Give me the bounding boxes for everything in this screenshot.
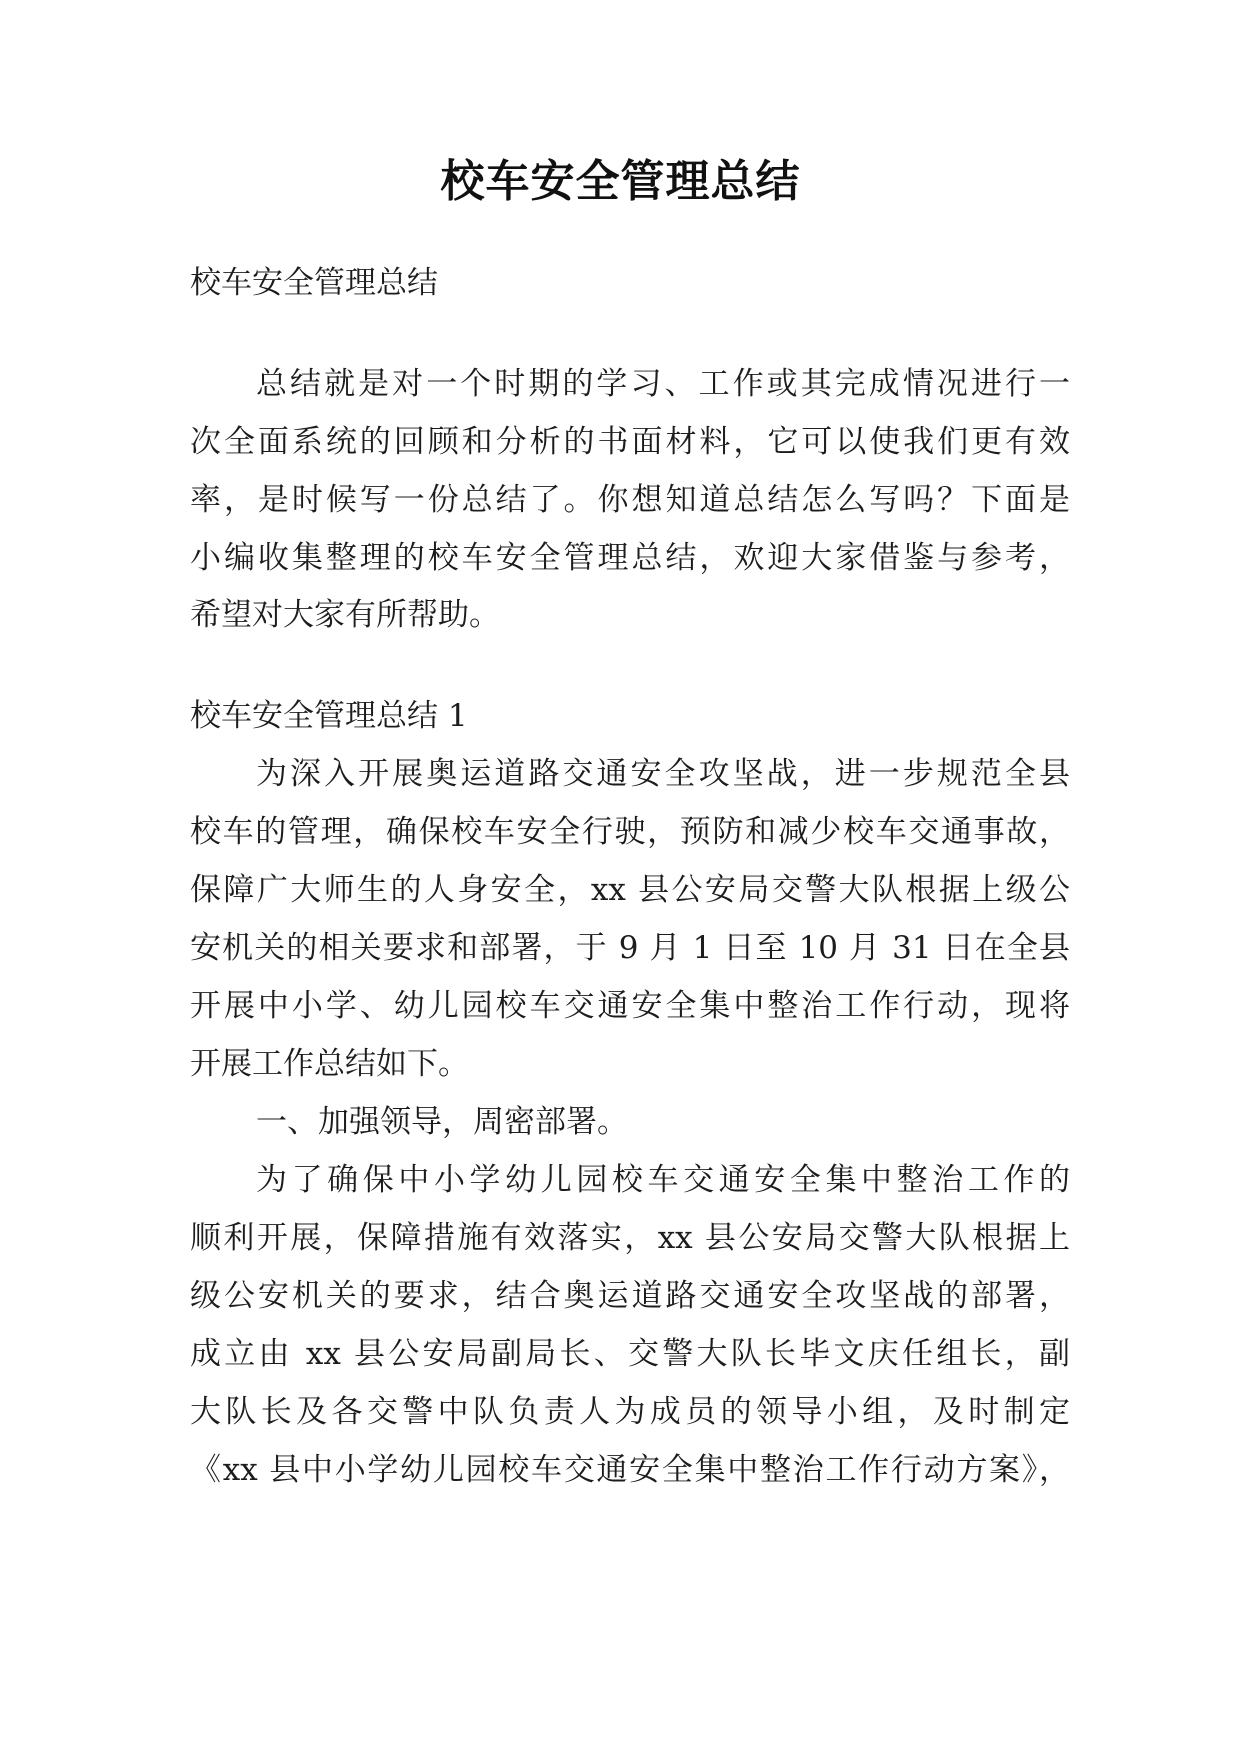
section-heading: 校车安全管理总结 1 xyxy=(190,698,468,734)
section-line: 为深入开展奥运道路交通安全攻坚战，进一步规范全县 xyxy=(256,756,1070,792)
section-line: 为了确保中小学幼儿园校车交通安全集中整治工作的 xyxy=(256,1162,1070,1198)
intro-line: 次全面系统的回顾和分析的书面材料，它可以使我们更有效 xyxy=(190,424,1070,460)
section-line: 成立由 xx 县公安局副局长、交警大队长毕文庆任组长，副 xyxy=(190,1336,1070,1372)
document-subtitle: 校车安全管理总结 xyxy=(190,265,438,301)
section-line: 开展工作总结如下。 xyxy=(190,1046,469,1082)
point-heading: 一、加强领导，周密部署。 xyxy=(256,1104,628,1140)
section-line: 开展中小学、幼儿园校车交通安全集中整治工作行动，现将 xyxy=(190,988,1070,1024)
document-title: 校车安全管理总结 xyxy=(440,156,801,207)
section-line: 级公安机关的要求，结合奥运道路交通安全攻坚战的部署， xyxy=(190,1278,1070,1314)
intro-line: 希望对大家有所帮助。 xyxy=(190,597,500,633)
section-line: 校车的管理，确保校车安全行驶，预防和减少校车交通事故， xyxy=(190,814,1070,850)
section-line: 顺利开展，保障措施有效落实，xx 县公安局交警大队根据上 xyxy=(190,1220,1070,1256)
section-line: 《xx 县中小学幼儿园校车交通安全集中整治工作行动方案》， xyxy=(190,1452,1070,1488)
section-line: 大队长及各交警中队负责人为成员的领导小组，及时制定 xyxy=(190,1394,1070,1430)
intro-line: 小编收集整理的校车安全管理总结，欢迎大家借鉴与参考， xyxy=(190,540,1070,576)
intro-line: 总结就是对一个时期的学习、工作或其完成情况进行一 xyxy=(256,366,1070,402)
intro-line: 率，是时候写一份总结了。你想知道总结怎么写吗？下面是 xyxy=(190,482,1070,518)
section-line: 安机关的相关要求和部署，于 9 月 1 日至 10 月 31 日在全县 xyxy=(190,930,1070,966)
section-line: 保障广大师生的人身安全，xx 县公安局交警大队根据上级公 xyxy=(190,872,1070,908)
